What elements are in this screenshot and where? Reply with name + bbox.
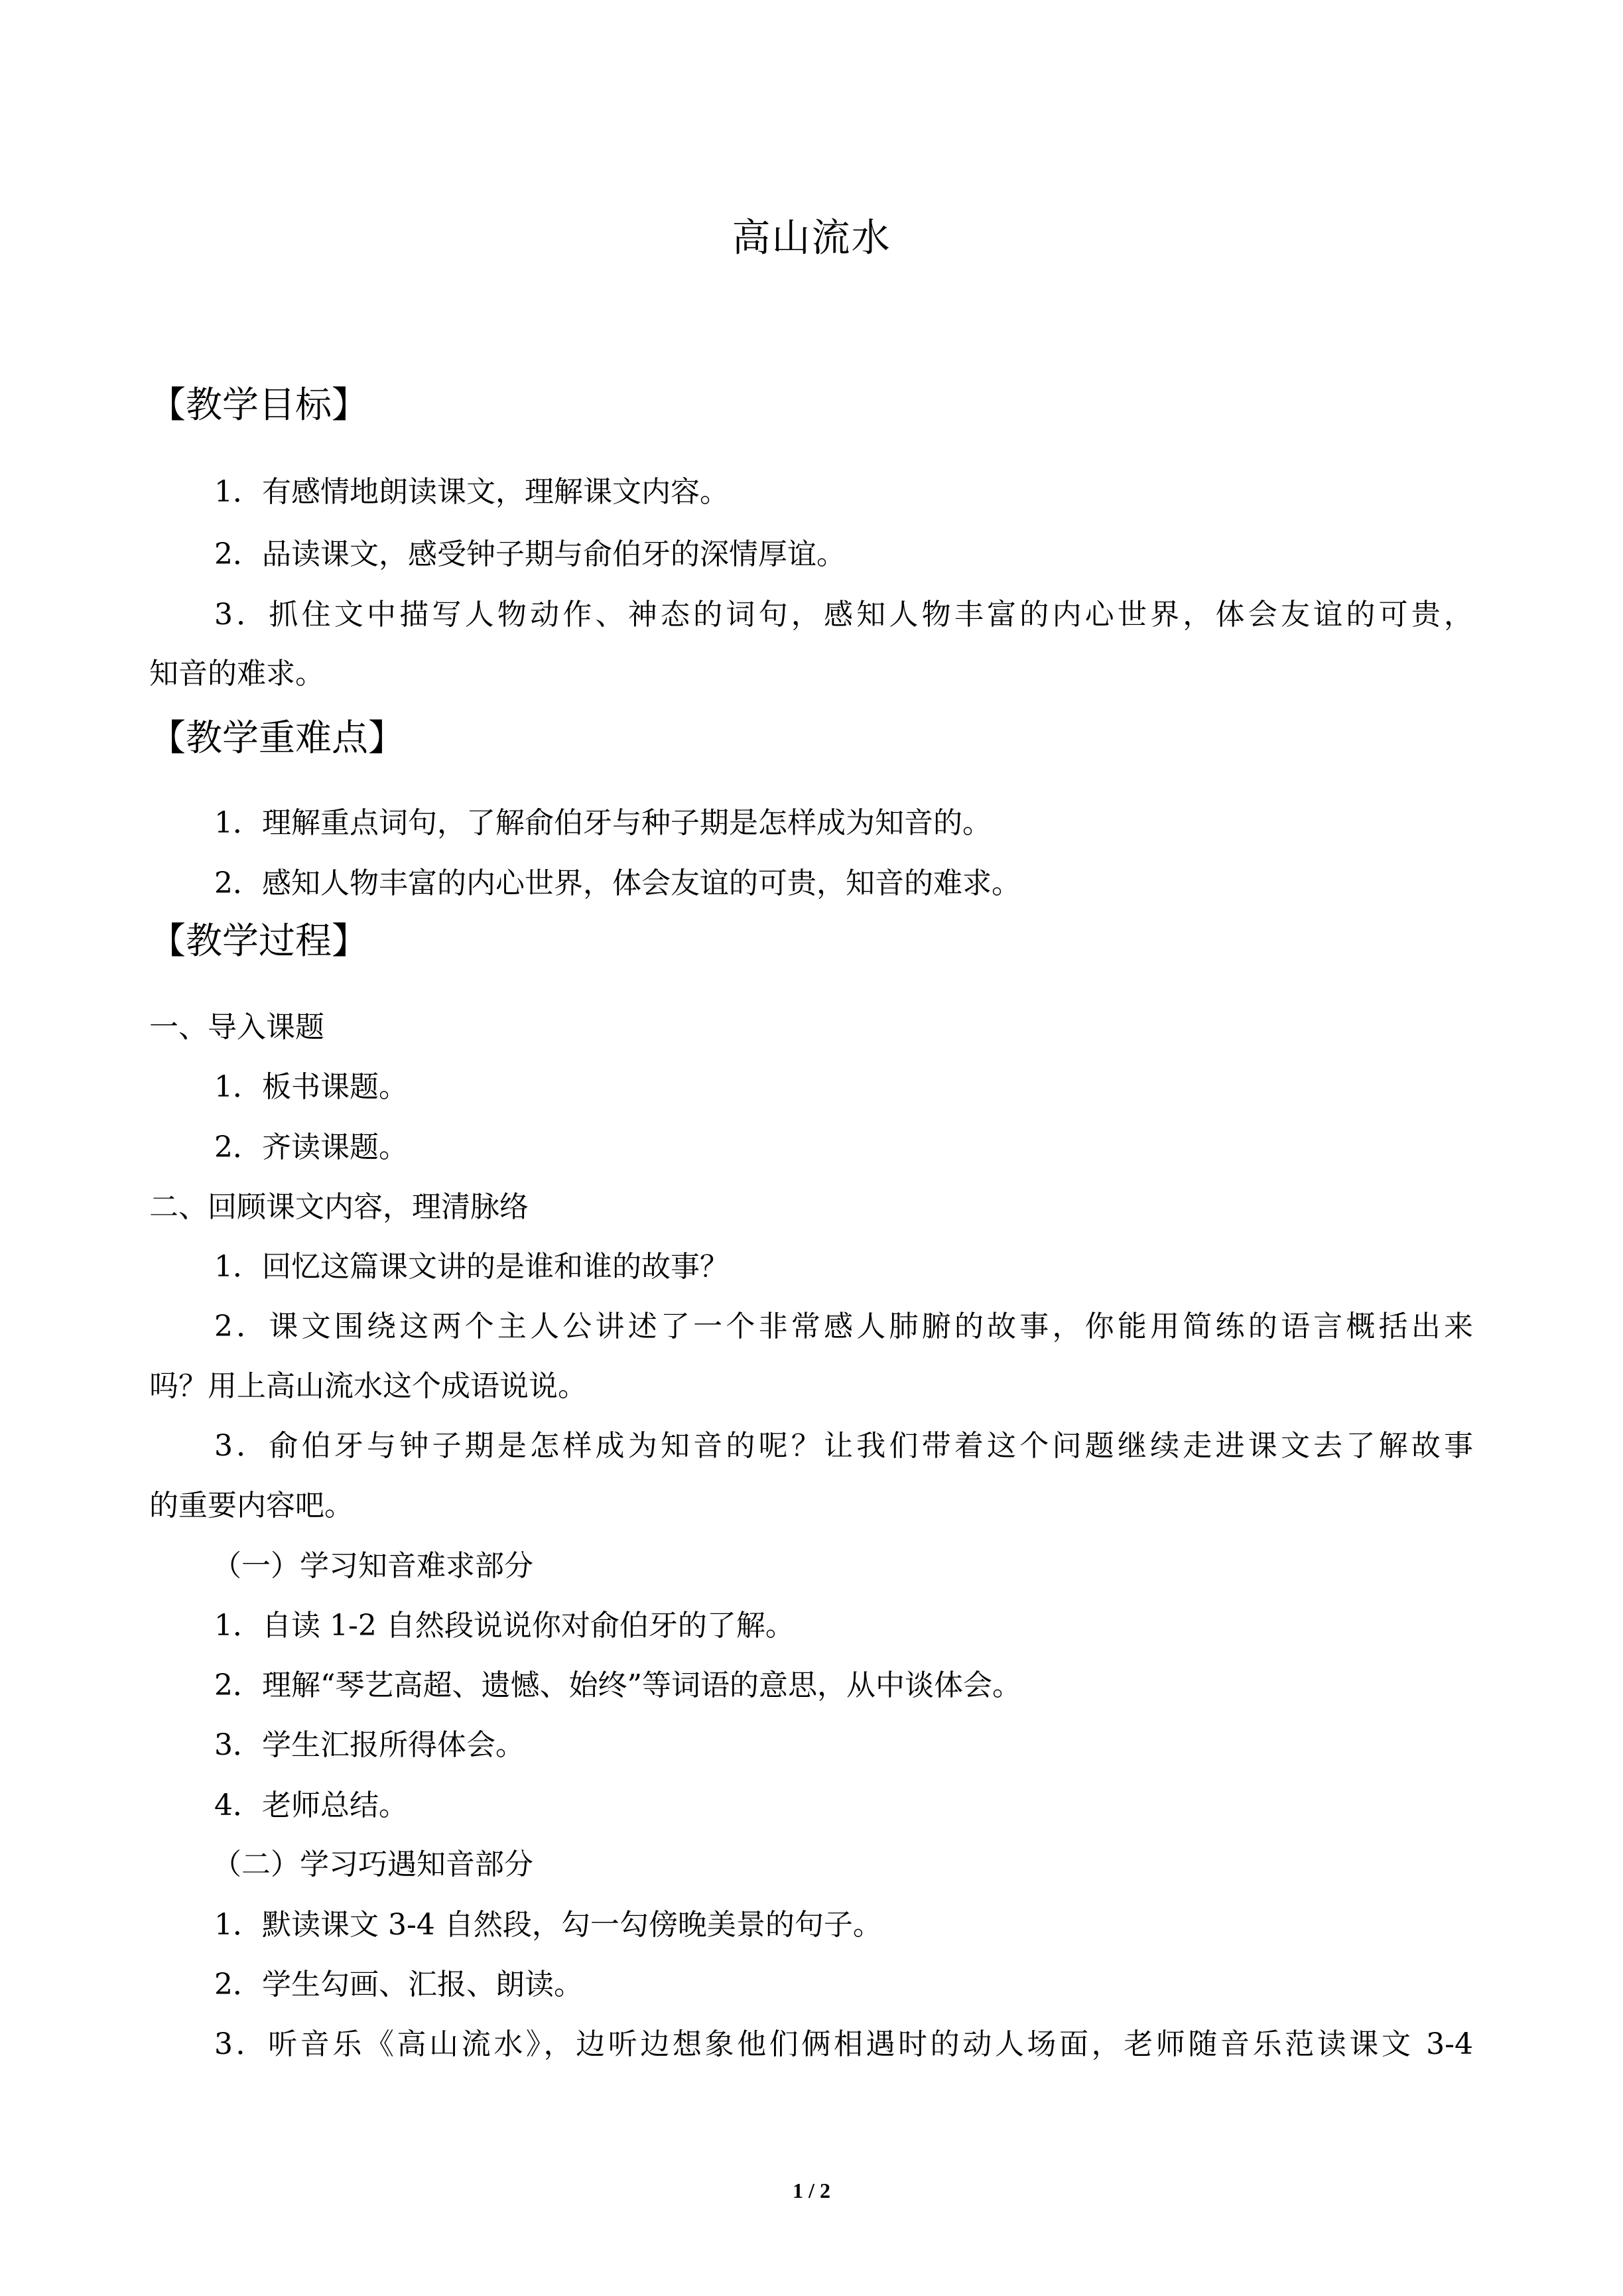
process-item: 1．板书课题。	[214, 1070, 408, 1104]
page-number: 1 / 2	[793, 2179, 830, 2202]
goal-item: 3．抓住文中描写人物动作、神态的词句，感知人物丰富的内心世界，体会友谊的可贵，	[214, 598, 1473, 632]
process-subsection-title: （二）学习巧遇知音部分	[212, 1848, 533, 1881]
subsection-item: 4．老师总结。	[214, 1789, 408, 1822]
key-point-item: 1．理解重点词句，了解俞伯牙与种子期是怎样成为知音的。	[214, 806, 992, 840]
section-heading-key-points: 【教学重难点】	[149, 716, 405, 759]
section-heading-goals: 【教学目标】	[149, 383, 369, 426]
process-item: 3．俞伯牙与钟子期是怎样成为知音的呢？让我们带着这个问题继续走进课文去了解故事	[214, 1429, 1473, 1463]
goal-item: 2．品读课文，感受钟子期与俞伯牙的深情厚谊。	[214, 537, 846, 571]
goal-item-continuation: 知音的难求。	[149, 657, 324, 691]
process-part-title: 一、导入课题	[149, 1010, 324, 1044]
key-point-item: 2．感知人物丰富的内心世界，体会友谊的可贵，知音的难求。	[214, 866, 1021, 900]
process-item-continuation: 的重要内容吧。	[149, 1489, 354, 1522]
process-item-continuation: 吗？用上高山流水这个成语说说。	[149, 1369, 587, 1403]
subsection-item: 2．学生勾画、汇报、朗读。	[214, 1968, 583, 2001]
goal-item: 1．有感情地朗读课文，理解课文内容。	[214, 475, 729, 509]
process-item: 2．齐读课题。	[214, 1130, 408, 1164]
process-part-title: 二、回顾课文内容，理清脉络	[149, 1190, 529, 1224]
document-title: 高山流水	[732, 215, 891, 260]
process-item: 2．课文围绕这两个主人公讲述了一个非常感人肺腑的故事，你能用简练的语言概括出来	[214, 1310, 1473, 1343]
subsection-item: 2．理解“琴艺高超、遗憾、始终”等词语的意思，从中谈体会。	[214, 1668, 1021, 1702]
process-item: 1．回忆这篇课文讲的是谁和谁的故事？	[214, 1250, 729, 1284]
subsection-item: 3．学生汇报所得体会。	[214, 1728, 525, 1762]
process-subsection-title: （一）学习知音难求部分	[212, 1549, 533, 1583]
subsection-item: 1．默读课文 3-4 自然段，勾一勾傍晚美景的句子。	[214, 1908, 882, 1942]
section-heading-process: 【教学过程】	[149, 919, 369, 962]
subsection-item: 1．自读 1-2 自然段说说你对俞伯牙的了解。	[214, 1609, 795, 1643]
subsection-item: 3．听音乐《高山流水》，边听边想象他们俩相遇时的动人场面，老师随音乐范读课文 3-4	[214, 2027, 1473, 2061]
